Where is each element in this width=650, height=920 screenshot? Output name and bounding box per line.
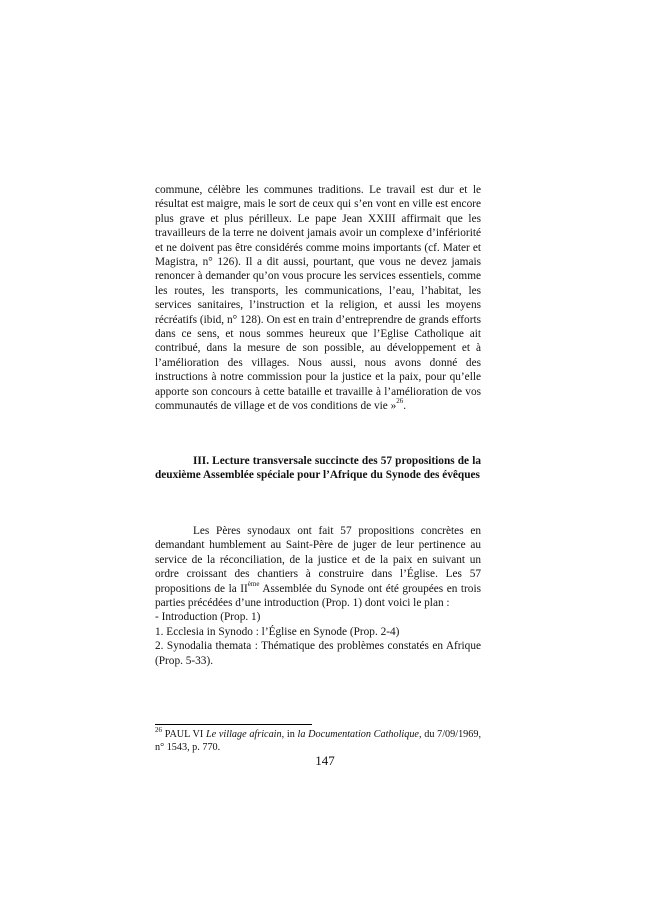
plan-list bbox=[155, 610, 481, 668]
plan-list-item-synodalia: 2. Synodalia themata : Thématique des problèmes constatés en Afrique (Prop. 5-33). bbox=[155, 640, 481, 667]
footnote-separator bbox=[155, 724, 312, 725]
footnote-mid: , in bbox=[281, 729, 298, 740]
paragraph-1-end: . bbox=[403, 400, 407, 413]
plan-list-item-ecclesia: 1. Ecclesia in Synodo : l’Église en Synode (Prop. 2-4) bbox=[155, 625, 400, 638]
section-heading: III. Lecture transversale succincte des 57 propositions de la deuxième Assemblée spéciale pour l’Afrique du Synode des évêques bbox=[155, 454, 481, 481]
paragraph-1-text: commune, célèbre les communes traditions. Le travail est dur et le résultat est maigre, mais le sort de ceux qui s’en vont en ville est encore plus grave et plus périlleux. Le pape Jean XXIII affirmait que les travailleurs de la terre ne doivent jamais avoir un complexe d’infériorité et ne doivent pas être considérés comme moins importants (cf. Mater et Magistra, n° 126). Il a dit aussi, pourtant, que vous ne devez jamais renoncer à demander qu’on vous procure les services essentiels, comme les routes, les transports, les communications, l’eau, l’habitat, les services sanitaires, l’instruction et la religion, et aussi les moyens récréatifs (ibid, n° 128). On est en train d’entreprendre de grands efforts dans ce sens, et nous sommes heureux que l’Eglise Catholique ait contribué, dans la mesure de son possible, au développement et à l’amélioration des villages. Nous aussi, nous avons donné des instructions à notre commission pour la justice et la paix, pour qu’elle apporte son concours à cette bataille et travaille à l’amélioration de vos communautés de village et de vos conditions de vie » bbox=[155, 184, 481, 413]
paragraph-2-text-after: Assemblée du Synode ont été groupées en trois parties précédées d’une introduction (Prop. 1) dont voici le plan : bbox=[155, 582, 481, 609]
footnote-source: la Documentation Catholique, bbox=[297, 729, 422, 740]
page-number: 147 bbox=[315, 753, 335, 768]
body-paragraph-2 bbox=[155, 524, 481, 610]
body-paragraph-1 bbox=[155, 183, 481, 414]
paragraph-2-text-before: Les Pères synodaux ont fait 57 propositions concrètes en demandant humblement au Saint-Père de juger de leur pertinence au service de la réconciliation, de la justice et de la paix en suivant un ordre croissant des chantiers à construire dans l’Église. Les 57 propositions de la II bbox=[155, 524, 481, 595]
ordinal-superscript: ème bbox=[247, 579, 260, 588]
footnote-author: PAUL VI bbox=[162, 729, 206, 740]
footnote-reference[interactable]: 26 bbox=[396, 397, 404, 406]
footnote bbox=[155, 725, 481, 754]
footnote-number: 26 bbox=[155, 725, 162, 734]
footnote-title: Le village africain bbox=[206, 729, 282, 740]
plan-list-item-introduction: - Introduction (Prop. 1) bbox=[155, 611, 261, 624]
page-body bbox=[155, 183, 481, 668]
footnote-rest: du 7/09/1969, n° 1543, p. 770. bbox=[155, 729, 481, 753]
